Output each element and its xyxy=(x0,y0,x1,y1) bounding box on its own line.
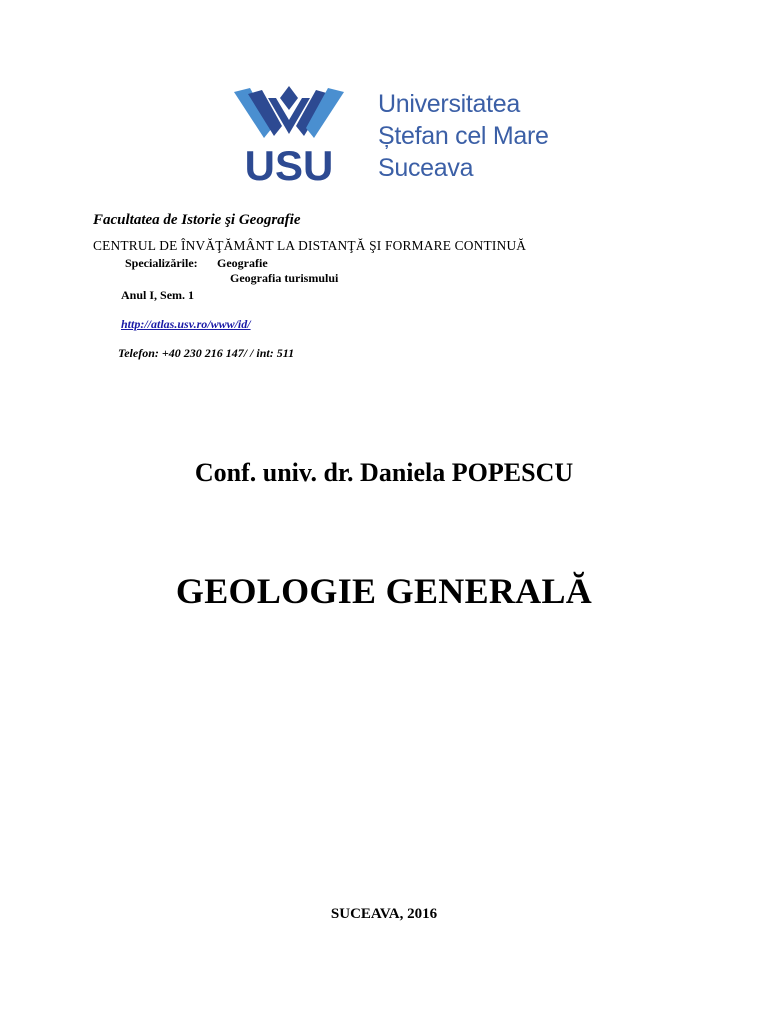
logo-mark-text: USU xyxy=(244,142,334,184)
logo-line-3: Suceava xyxy=(378,154,474,182)
center-name: CENTRUL DE ÎNVĂŢĂMÂNT LA DISTANŢĂ ŞI FORMARE CONTINUĂ xyxy=(93,238,527,253)
logo-line-1: Universitatea xyxy=(378,90,520,118)
faculty-name: Facultatea de Istorie şi Geografie xyxy=(93,212,301,228)
website-link[interactable]: http://atlas.usv.ro/www/id/ xyxy=(121,317,251,331)
logo-wordmark xyxy=(378,88,549,184)
place-year: SUCEAVA, 2016 xyxy=(330,906,438,922)
year-semester: Anul I, Sem. 1 xyxy=(121,288,195,302)
document-title: GEOLOGIE GENERALĂ xyxy=(175,571,593,611)
phone-number: Telefon: +40 230 216 147/ / int: 511 xyxy=(118,346,295,360)
specializations-label: Specializările: xyxy=(125,256,198,270)
university-logo xyxy=(232,84,549,184)
usu-emblem-icon xyxy=(232,84,346,184)
specialization-2: Geografia turismului xyxy=(230,271,339,285)
author-name: Conf. univ. dr. Daniela POPESCU xyxy=(194,458,574,487)
logo-line-2: Ștefan cel Mare xyxy=(378,122,549,150)
specialization-1: Geografie xyxy=(217,256,268,270)
